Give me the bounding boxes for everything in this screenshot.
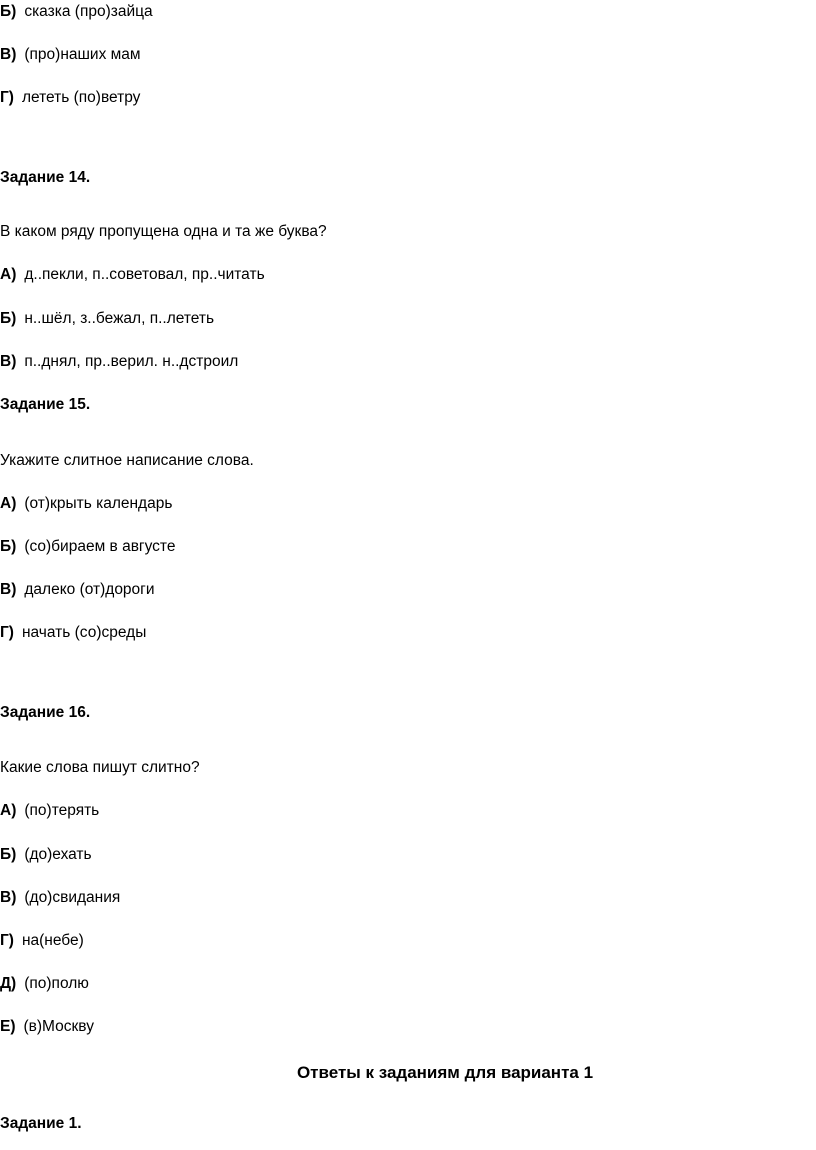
option-letter: Б) [0,3,17,20]
option-letter: А) [0,495,17,512]
option-g [0,88,140,108]
task-16-heading: Задание 16. [0,704,91,721]
task-14-option-v [0,352,238,372]
option-text: (по)терять [24,802,100,819]
task-16-option-d [0,974,89,994]
option-text: (по)полю [24,975,89,992]
option-letter: В) [0,581,17,598]
answers-title: Ответы к заданиям для варианта 1 [296,1063,594,1082]
option-letter: Г) [0,932,14,949]
option-text: (от)крыть календарь [24,495,173,512]
task-15-option-g [0,623,146,643]
option-letter: В) [0,353,17,370]
option-text: д..пекли, п..советовал, пр..читать [24,266,265,283]
task-15-question: Укажите слитное написание слова. [0,452,254,469]
option-letter: Г) [0,624,14,641]
option-letter: В) [0,46,17,63]
option-text: (до)ехать [24,846,92,863]
option-text: (про)наших мам [24,46,141,63]
option-text: лететь (по)ветру [21,89,141,106]
task-14-option-b [0,309,214,329]
option-text: н..шёл, з..бежал, п..лететь [24,310,215,327]
task-16-option-v [0,888,120,908]
option-b [0,2,153,22]
option-letter: А) [0,802,17,819]
option-text: (в)Москву [23,1018,94,1035]
option-text: на(небе) [21,932,84,949]
answers-task-1-heading: Задание 1. [0,1115,82,1132]
option-letter: Б) [0,310,17,327]
task-15-option-a [0,494,172,514]
option-text: п..днял, пр..верил. н..дстроил [24,353,239,370]
option-letter: Г) [0,89,14,106]
option-text: начать (со)среды [21,624,147,641]
option-text: (со)бираем в августе [24,538,176,555]
task-14-question: В каком ряду пропущена одна и та же буква? [0,223,327,240]
task-16-option-a [0,801,99,821]
option-letter: Е) [0,1018,16,1035]
task-14-option-a [0,265,265,285]
task-15-option-v [0,580,155,600]
option-letter: Б) [0,538,17,555]
option-letter: Д) [0,975,17,992]
option-letter: В) [0,889,17,906]
task-16-option-b [0,845,92,865]
option-text: далеко (от)дороги [24,581,155,598]
option-text: сказка (про)зайца [24,3,153,20]
option-text: (до)свидания [24,889,121,906]
task-14-heading: Задание 14. [0,169,91,186]
task-15-heading: Задание 15. [0,396,91,413]
option-letter: Б) [0,846,17,863]
task-16-option-e [0,1017,94,1037]
task-15-option-b [0,537,175,557]
task-16-option-g [0,931,84,951]
task-16-question: Какие слова пишут слитно? [0,759,200,776]
option-v [0,45,141,65]
option-letter: А) [0,266,17,283]
